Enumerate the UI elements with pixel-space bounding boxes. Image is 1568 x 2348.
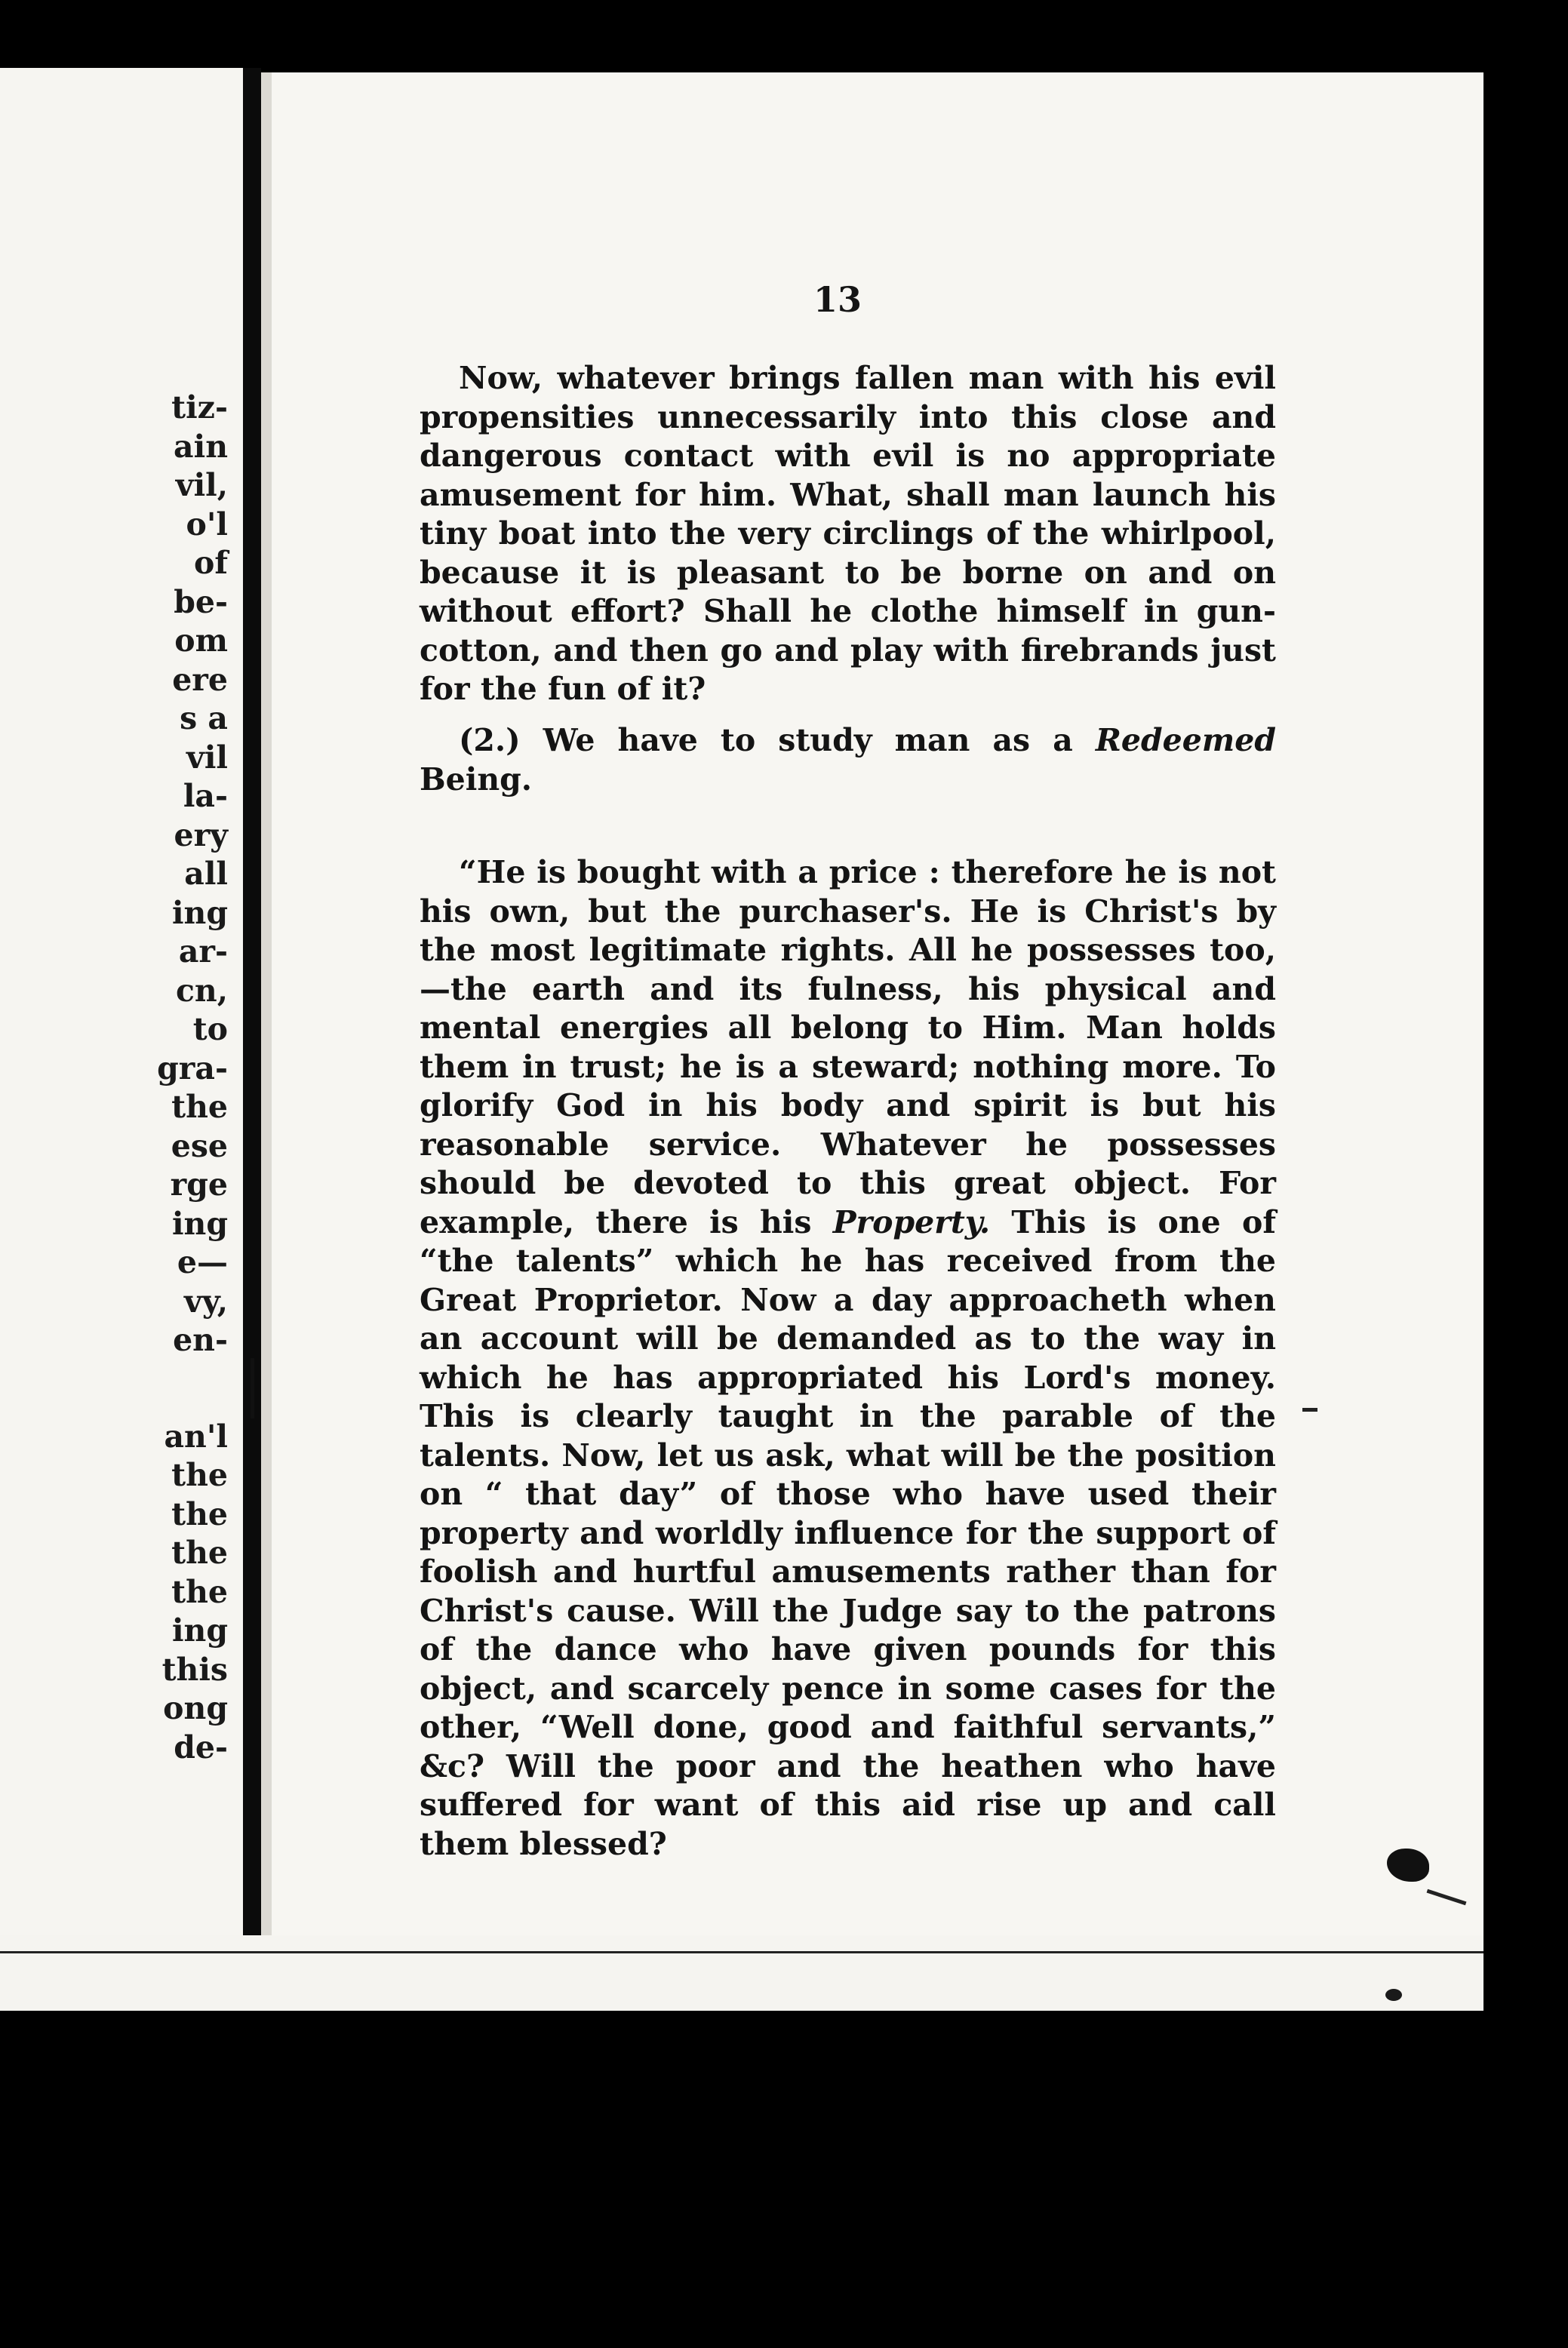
fragment-line: all [184,856,228,892]
ink-blot-small [1385,1989,1402,2001]
fragment-line: la- [183,778,228,814]
fragment-line: ing [171,1205,228,1242]
fragment-line: ar- [178,933,228,970]
fragment-line: ery [174,816,228,853]
fragment-line: de- [174,1729,228,1766]
fragment-line: ing [171,894,228,931]
heading-emphasis: Redeemed [1095,722,1276,758]
fragment-line: be- [174,583,228,620]
fragment-line: vy, [184,1283,228,1320]
paragraph-stewardship [420,853,1276,1864]
fragment-line: ese [171,1127,228,1164]
fragment-line: to [192,1011,228,1047]
fragment-line: the [171,1573,228,1610]
fragment-line: the [171,1457,228,1493]
margin-mark [251,1358,254,1418]
fragment-line: the [171,1089,228,1125]
fragment-line: the [171,1495,228,1532]
paragraph-text-b: This is one of “the talents” which he has received from the Great Proprietor. Now a day approacheth when an account will be demanded as to the way in which he has appropriated his Lord's money. This is clearly taught in the parable of the talents. Now, let us ask, what will be the position on “ that day” of those who have used their property and worldly influence for the support of foolish and hurtful amusements rather than for Christ's cause. Will the Judge say to the patrons of the dance who have given pounds for this object, and scarcely pence in some cases for the other, “Well done, good and faithful servants,” &c? Will the poor and the heathen who have suffered for want of this aid rise up and call them blessed? [420,1203,1276,1862]
fragment-line: the [171,1535,228,1571]
heading-lead: (2.) We have to study man as a [459,722,1096,758]
paragraph-redeemed-heading [420,721,1276,799]
fragment-line: om [174,622,228,659]
fragment-line: an'l [164,1418,228,1455]
fragment-line: this [161,1651,228,1688]
fragment-line: ere [172,661,228,698]
fragment-line: tiz- [171,389,228,426]
fragment-line: s a [180,700,228,736]
fragment-line: gra- [157,1050,228,1086]
paragraph-text-a: “He is bought with a price : therefore he is not his own, but the purchaser's. He is Christ's by the most legitimate rights. All he possesses too,—the earth and its fulness, his physical and mental energies all belong to Him. Man holds them in trust; he is a steward; nothing more. To glorify God in his body and spirit is but his reasonable service. Whatever he possesses should be devoted to this great object. For example, there is his [420,854,1276,1240]
left-page-fragments [5,389,231,1767]
fragment-line: e— [177,1244,228,1280]
page-edge-shadow [261,72,272,1935]
paragraph-emphasis: Property. [832,1203,991,1240]
fragment-gap [5,1360,231,1418]
fragment-line: vil, [175,467,228,503]
margin-arrow-mark [1302,1408,1317,1412]
fragment-line: ain [174,428,228,465]
fragment-line: of [194,545,228,581]
fragment-line: en- [173,1322,228,1358]
paragraph-amusement: Now, whatever brings fallen man with his evil propensities unnecessarily into this close and dangerous contact with evil is no appropriate amusement for him. What, shall man launch his tiny boat into the very circlings of the whirlpool, because it is pleasant to be borne on and on without effort? Shall he clothe himself in gun-cotton, and then go and play with firebrands just for the fun of it? [420,360,1276,707]
fragment-line: cn, [175,972,228,1009]
page-number: 13 [813,279,862,320]
page-gutter [243,68,261,1935]
fragment-line: rge [170,1166,228,1203]
scan-fold-line [0,1951,1483,1953]
fragment-line: vil [186,739,228,776]
left-page-edge [0,68,243,1935]
fragment-line: o'l [186,506,228,542]
fragment-line: ong [163,1690,228,1726]
heading-tail: Being. [420,761,533,798]
fragment-line: ing [171,1612,228,1649]
page-bottom-strip [0,1935,1483,2011]
